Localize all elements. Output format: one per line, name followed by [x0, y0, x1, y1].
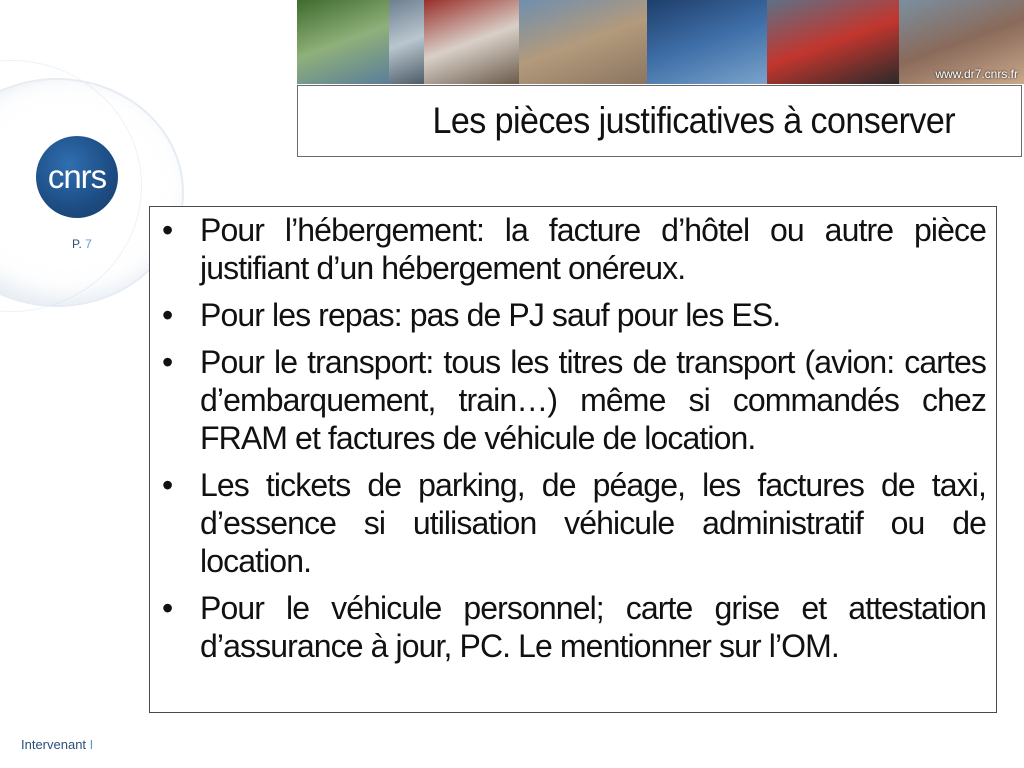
list-item-text: Pour le véhicule personnel; carte grise et attestation d’assurance à jour, PC. Le mentionner sur l’OM. — [200, 590, 986, 664]
footer-label: Intervenant — [21, 737, 87, 752]
list-item — [160, 343, 986, 457]
content-box — [149, 206, 997, 713]
instrument-photo — [389, 0, 424, 84]
bullet-list — [160, 211, 986, 665]
penguin-researcher-photo — [767, 0, 899, 84]
banner-url: www.dr7.cnrs.fr — [935, 67, 1018, 81]
page-prefix: P. — [72, 237, 82, 251]
bullet-icon: • — [162, 297, 173, 333]
title-box — [297, 85, 1022, 157]
footer — [21, 737, 93, 752]
list-item-text: Pour le transport: tous les titres de transport (avion: cartes d’embarquement, train…) même si commandés chez FRAM et factures de véhicule de location. — [200, 344, 986, 456]
bullet-icon: • — [162, 344, 173, 380]
field-researcher-photo — [297, 0, 389, 84]
bullet-icon: • — [162, 590, 173, 626]
list-item — [160, 466, 986, 580]
rock-sampling-photo — [519, 0, 647, 84]
list-item-text: Pour les repas: pas de PJ sauf pour les ES. — [200, 297, 781, 333]
list-item-text: Pour l’hébergement: la facture d’hôtel ou autre pièce justifiant d’un hébergement onéreux. — [200, 212, 986, 286]
cnrs-logo — [36, 136, 118, 218]
logo-text: cnrs — [47, 158, 107, 195]
list-item — [160, 211, 986, 287]
researcher-red-jacket-photo — [424, 0, 519, 84]
photo-banner — [297, 0, 1024, 84]
list-item — [160, 589, 986, 665]
bullet-icon: • — [162, 212, 173, 248]
page-number-value: 7 — [85, 237, 92, 251]
bullet-icon: • — [162, 467, 173, 503]
slide-title: Les pièces justificatives à conserver — [432, 100, 955, 141]
list-item — [160, 296, 986, 334]
footer-separator: I — [89, 737, 94, 752]
lab-equipment-photo — [647, 0, 767, 84]
list-item-text: Les tickets de parking, de péage, les factures de taxi, d’essence si utilisation véhicule administratif ou de location. — [200, 467, 986, 579]
page-number — [72, 237, 92, 251]
